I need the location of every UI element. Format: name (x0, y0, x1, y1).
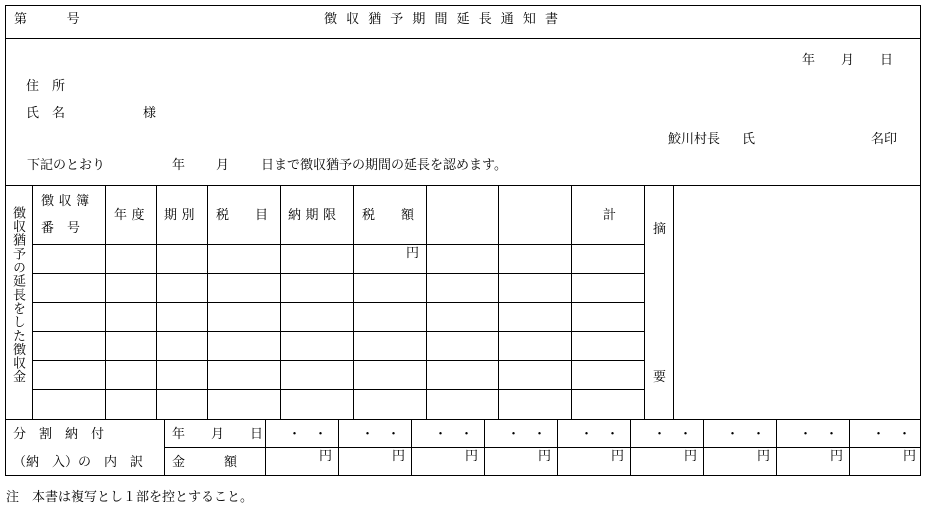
installment-label-top: 分 割 納 付 (13, 427, 105, 442)
installment-date-cell: ・ ・ (799, 427, 839, 442)
table-row-line (32, 360, 644, 361)
table-row-line (32, 389, 644, 390)
installment-yen-unit: 円 (465, 449, 479, 464)
installment-col-line (265, 419, 266, 476)
installment-date-cell: ・ ・ (872, 427, 912, 442)
installment-date-cell: ・ ・ (580, 427, 620, 442)
name-label: 氏 名 (26, 106, 66, 121)
side-label: 徴収猶予の延長をした徴収金 (10, 206, 25, 384)
header-period: 期別 (164, 208, 200, 223)
installment-col-line (338, 419, 339, 476)
installment-yen-unit: 円 (684, 449, 698, 464)
installment-date-cell: ・ ・ (507, 427, 547, 442)
header-divider (5, 38, 921, 39)
installment-date-cell: ・ ・ (361, 427, 401, 442)
header-tax-item: 税 目 (216, 208, 269, 223)
issuer-title: 鮫川村長 (668, 132, 721, 147)
installment-col-line (164, 419, 165, 476)
table-row-line (32, 331, 644, 332)
remarks-top: 摘 (653, 222, 667, 237)
document-title: 徴収猶予期間延長通知書 (324, 12, 568, 27)
installment-col-line (557, 419, 558, 476)
header-total: 計 (603, 208, 617, 223)
installment-col-line (703, 419, 704, 476)
installment-yen-unit: 円 (757, 449, 771, 464)
installment-col-line (849, 419, 850, 476)
header-book-no-line2: 番 号 (41, 221, 81, 236)
header-deadline: 納期限 (288, 208, 341, 223)
installment-col-line (630, 419, 631, 476)
notice-year: 年 (172, 158, 186, 173)
installment-date-cell: ・ ・ (726, 427, 766, 442)
installment-label-bottom: （納 入）の 内 訳 (13, 455, 144, 470)
header-tax-amount: 税 額 (362, 208, 415, 223)
table-row-line (32, 273, 644, 274)
installment-yen-unit: 円 (538, 449, 552, 464)
installment-amount-header: 金 額 (172, 455, 238, 470)
installment-date-cell: ・ ・ (653, 427, 693, 442)
issue-date-label: 年 月 日 (802, 53, 894, 68)
issuer-seal: 名印 (871, 132, 898, 147)
notice-suffix: 日まで徴収猶予の期間の延長を認めます。 (261, 158, 507, 173)
header-fiscal-year: 年度 (114, 208, 150, 223)
header-book-no-line1: 徴収簿 (41, 194, 94, 209)
issuer-shi: 氏 (742, 132, 756, 147)
table-row-line (32, 302, 644, 303)
installment-date-cell: ・ ・ (434, 427, 474, 442)
installment-yen-unit: 円 (319, 449, 333, 464)
yen-unit: 円 (406, 246, 420, 261)
notice-month: 月 (216, 158, 230, 173)
honorific-label: 様 (143, 106, 157, 121)
remarks-bottom: 要 (653, 370, 667, 385)
installment-date-header: 年 月 日 (172, 427, 264, 442)
installment-col-line (411, 419, 412, 476)
table-col-line (673, 185, 674, 419)
document-number-label: 第 号 (14, 12, 85, 27)
installment-yen-unit: 円 (903, 449, 917, 464)
table-top-line (5, 185, 921, 186)
table-row-line (32, 244, 644, 245)
installment-yen-unit: 円 (392, 449, 406, 464)
installment-yen-unit: 円 (611, 449, 625, 464)
notice-form (5, 5, 921, 476)
installment-date-cell: ・ ・ (288, 427, 328, 442)
footnote: 注 本書は複写とし１部を控とすること。 (6, 490, 254, 505)
installment-yen-unit: 円 (830, 449, 844, 464)
installment-top-line (5, 419, 921, 420)
installment-mid-line (164, 447, 921, 448)
notice-prefix: 下記のとおり (27, 158, 106, 173)
installment-col-line (484, 419, 485, 476)
address-label: 住 所 (26, 79, 66, 94)
table-col-line (644, 185, 645, 419)
installment-col-line (776, 419, 777, 476)
